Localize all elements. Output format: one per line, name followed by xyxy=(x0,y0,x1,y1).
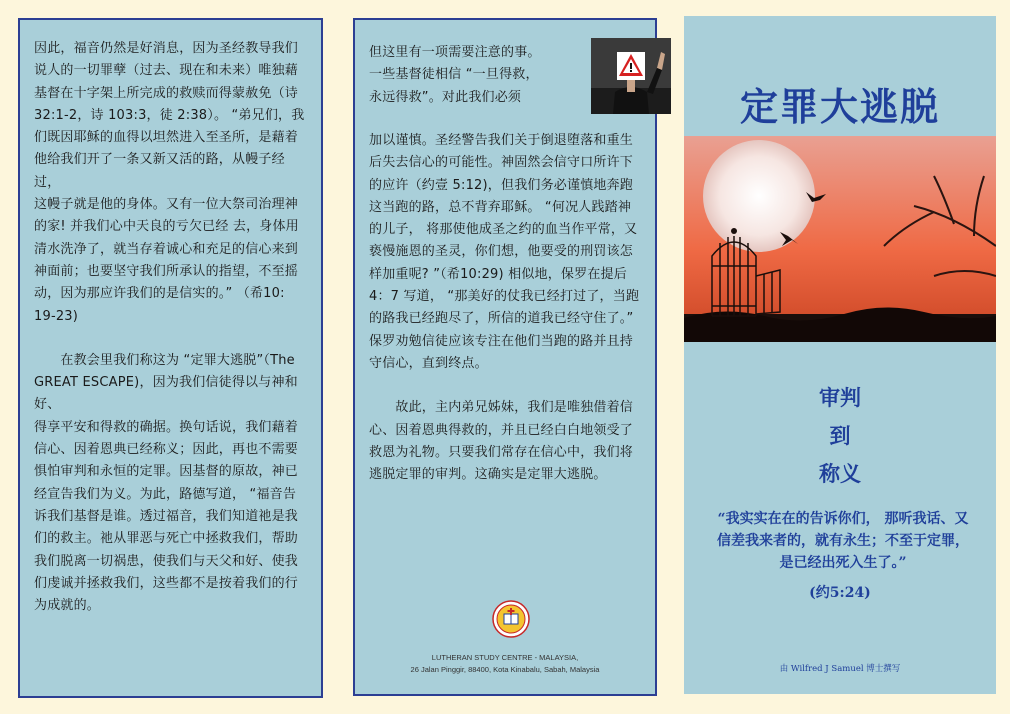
scripture-reference: (约5:24) xyxy=(809,585,871,601)
subtitle-line-2: 到 xyxy=(829,423,851,448)
lutheran-study-centre-logo xyxy=(492,600,530,638)
brochure-title: 定罪大逃脱 xyxy=(739,85,940,129)
middle-paragraph-2: 故此，主内弟兄姊妹，我们是唯独借着信 心、因着恩典得救的，并且已经白白地领受了 救恩为礼物。只要我们常存在信心中，我们将 逃脱定罪的审判。这确实是定罪大逃脱。 xyxy=(369,400,634,483)
warning-sign-photo xyxy=(591,38,671,114)
scripture-verse: “我实实在在的告诉你们， 那听我话、又信差我来者的，就有永生；不至于定罪， 是已经出死入生了。” xyxy=(717,511,969,571)
centre-name: LUTHERAN STUDY CENTRE - MALAYSIA, xyxy=(431,653,579,662)
middle-panel xyxy=(353,18,657,696)
centre-contact-info xyxy=(355,652,655,676)
author-credit: 由 Wilfred J Samuel 博士撰写 xyxy=(779,664,901,674)
centre-address: 26 Jalan Pinggir, 88400, Kota Kinabalu, Sabah, Malaysia xyxy=(410,665,600,674)
left-paragraph-1: 因此，福音仍然是好消息，因为圣经教导我们 说人的一切罪孽（过去、现在和未来）唯独藉 基督在十字架上所完成的救赎而得蒙赦免（诗 32:1-2，诗 103:3，徒 2:38）。 “弟兄们，我 们既因耶稣的血得以坦然进入至圣所，是藉着 他给我们开了一条又新又活的路，从幔子经过， 这幔子就是他的身体。又有一位大祭司治理神 的家! 并我们心中天良的亏欠已经 去，身体用 清水洗净了，就当存着诚心和充足的信心来到 神面前；也要坚守我们所承认的指望，不至摇 动，因为那应许我们的是信实的。” （希10: 19-23) xyxy=(34,41,305,324)
cover-panel xyxy=(684,16,996,694)
left-paragraph-2: 在教会里我们称这为 “定罪大逃脱”（The GREAT ESCAPE)，因为我们信徒得以与神和好、 得享平安和得救的确据。换句话说，我们藉着 信心、因着恩典已经称义；因此，再也不需要 惧怕审判和永恒的定罪。因基督的原故，神已 经宣告我们为义。为此，路德写道， “福音告 诉我们基督是谁。透过福音，我们知道祂是我 们的救主。祂从罪恶与死亡中拯救我们，帮助 我们脱离一切祸患，使我们与天父和好、使我 们虔诚并拯救我们，这些都不是按着我们的行 为成就的。 xyxy=(34,352,299,614)
cover-image-moon-birdcage xyxy=(684,136,996,342)
middle-intro-text: 但这里有一项需要注意的事。 一些基督徒相信 “一旦得救， 永远得救”。对此我们必须 xyxy=(369,45,541,105)
subtitle-line-1: 审判 xyxy=(819,385,861,410)
middle-paragraph-1: 加以谨慎。圣经警告我们关于倒退堕落和重生 后失去信心的可能性。神固然会信守口所许下 的应许（约壹 5:12)，但我们务必谨慎地奔跑 这当跑的路，总不背弃耶稣。 “何况人践踏神 的儿子， 将那使他成圣之约的血当作平常，又 亵慢施恩的圣灵，你们想，他要受的刑罚该怎 样加重呢? ”（希10:29) 相似地，保罗在提后 4：7 写道， “那美好的仗我已经打过了，当跑 的路我已经跑尽了，所信的道我已经守住了。” 保罗劝勉信徒应该专注在他们当跑的路并且持 守信心，直到终点。 xyxy=(369,133,640,371)
subtitle-line-3: 称义 xyxy=(819,461,861,486)
left-panel xyxy=(18,18,323,698)
middle-intro-block xyxy=(369,42,643,130)
